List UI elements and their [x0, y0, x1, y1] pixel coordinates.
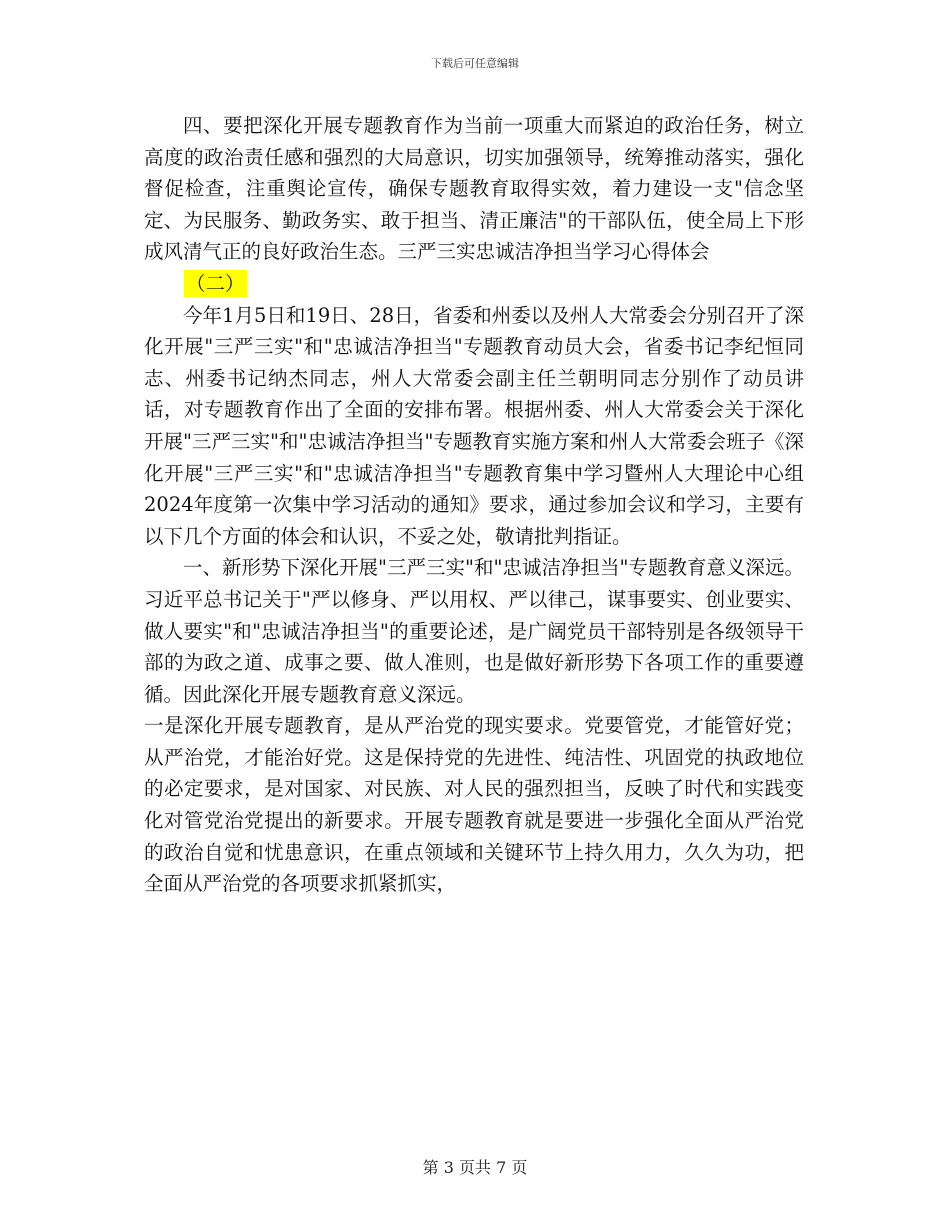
page-footer: 第 3 页共 7 页: [422, 1158, 528, 1177]
paragraph-point-4: 四、要把深化开展专题教育作为当前一项重大而紧迫的政治任务，树立高度的政治责任感和强烈的大局意识，切实加强领导，统筹推动落实，强化督促检查，注重舆论宣传，确保专题教育取得实效，着力建设一支"信念坚定、为民服务、勤政务实、敢于担当、清正廉洁"的干部队伍，使全局上下形成风清气正的良好政治生态。三严三实忠诚洁净担当学习心得体会: [144, 114, 804, 264]
paragraph-point-1-first: 一是深化开展专题教育，是从严治党的现实要求。党要管党，才能管好党；从严治党，才能治好党。这是保持党的先进性、纯洁性、巩固党的执政地位的必定要求，是对国家、对民族、对人民的强烈担当，反映了时代和实践变化对管党治党提出的新要求。开展专题教育就是要进一步强化全面从严治党的政治自觉和忧患意识，在重点领域和关键环节上持久用力，久久为功，把全面从严治党的各项要求抓紧抓实，: [144, 714, 804, 896]
section-subheading: [144, 268, 804, 300]
document-body: [144, 110, 804, 900]
page-header: 下载后可任意编辑: [431, 57, 519, 70]
highlighted-subheading-label: （二）: [186, 271, 245, 295]
paragraph-point-1: 一、新形势下深化开展"三严三实"和"忠诚洁净担当"专题教育意义深远。习近平总书记关于"严以修身、严以用权、严以律己，谋事要实、创业要实、做人要实"和"忠诚洁净担当"的重要论述，是广阔党员干部特别是各级领导干部的为政之道、成事之要、做人准则，也是做好新形势下各项工作的重要遵循。因此深化开展专题教育意义深远。: [144, 556, 804, 706]
paragraph-intro: 今年1月5日和19日、28日，省委和州委以及州人大常委会分别召开了深化开展"三严三实"和"忠诚洁净担当"专题教育动员大会，省委书记李纪恒同志、州委书记纳杰同志，州人大常委会副主任兰朝明同志分别作了动员讲话，对专题教育作出了全面的安排布署。根据州委、州人大常委会关于深化开展"三严三实"和"忠诚洁净担当"专题教育实施方案和州人大常委会班子《深化开展"三严三实"和"忠诚洁净担当"专题教育集中学习暨州人大理论中心组2024年度第一次集中学习活动的通知》要求，通过参加会议和学习，主要有以下几个方面的体会和认识，不妥之处，敬请批判指证。: [144, 303, 804, 548]
